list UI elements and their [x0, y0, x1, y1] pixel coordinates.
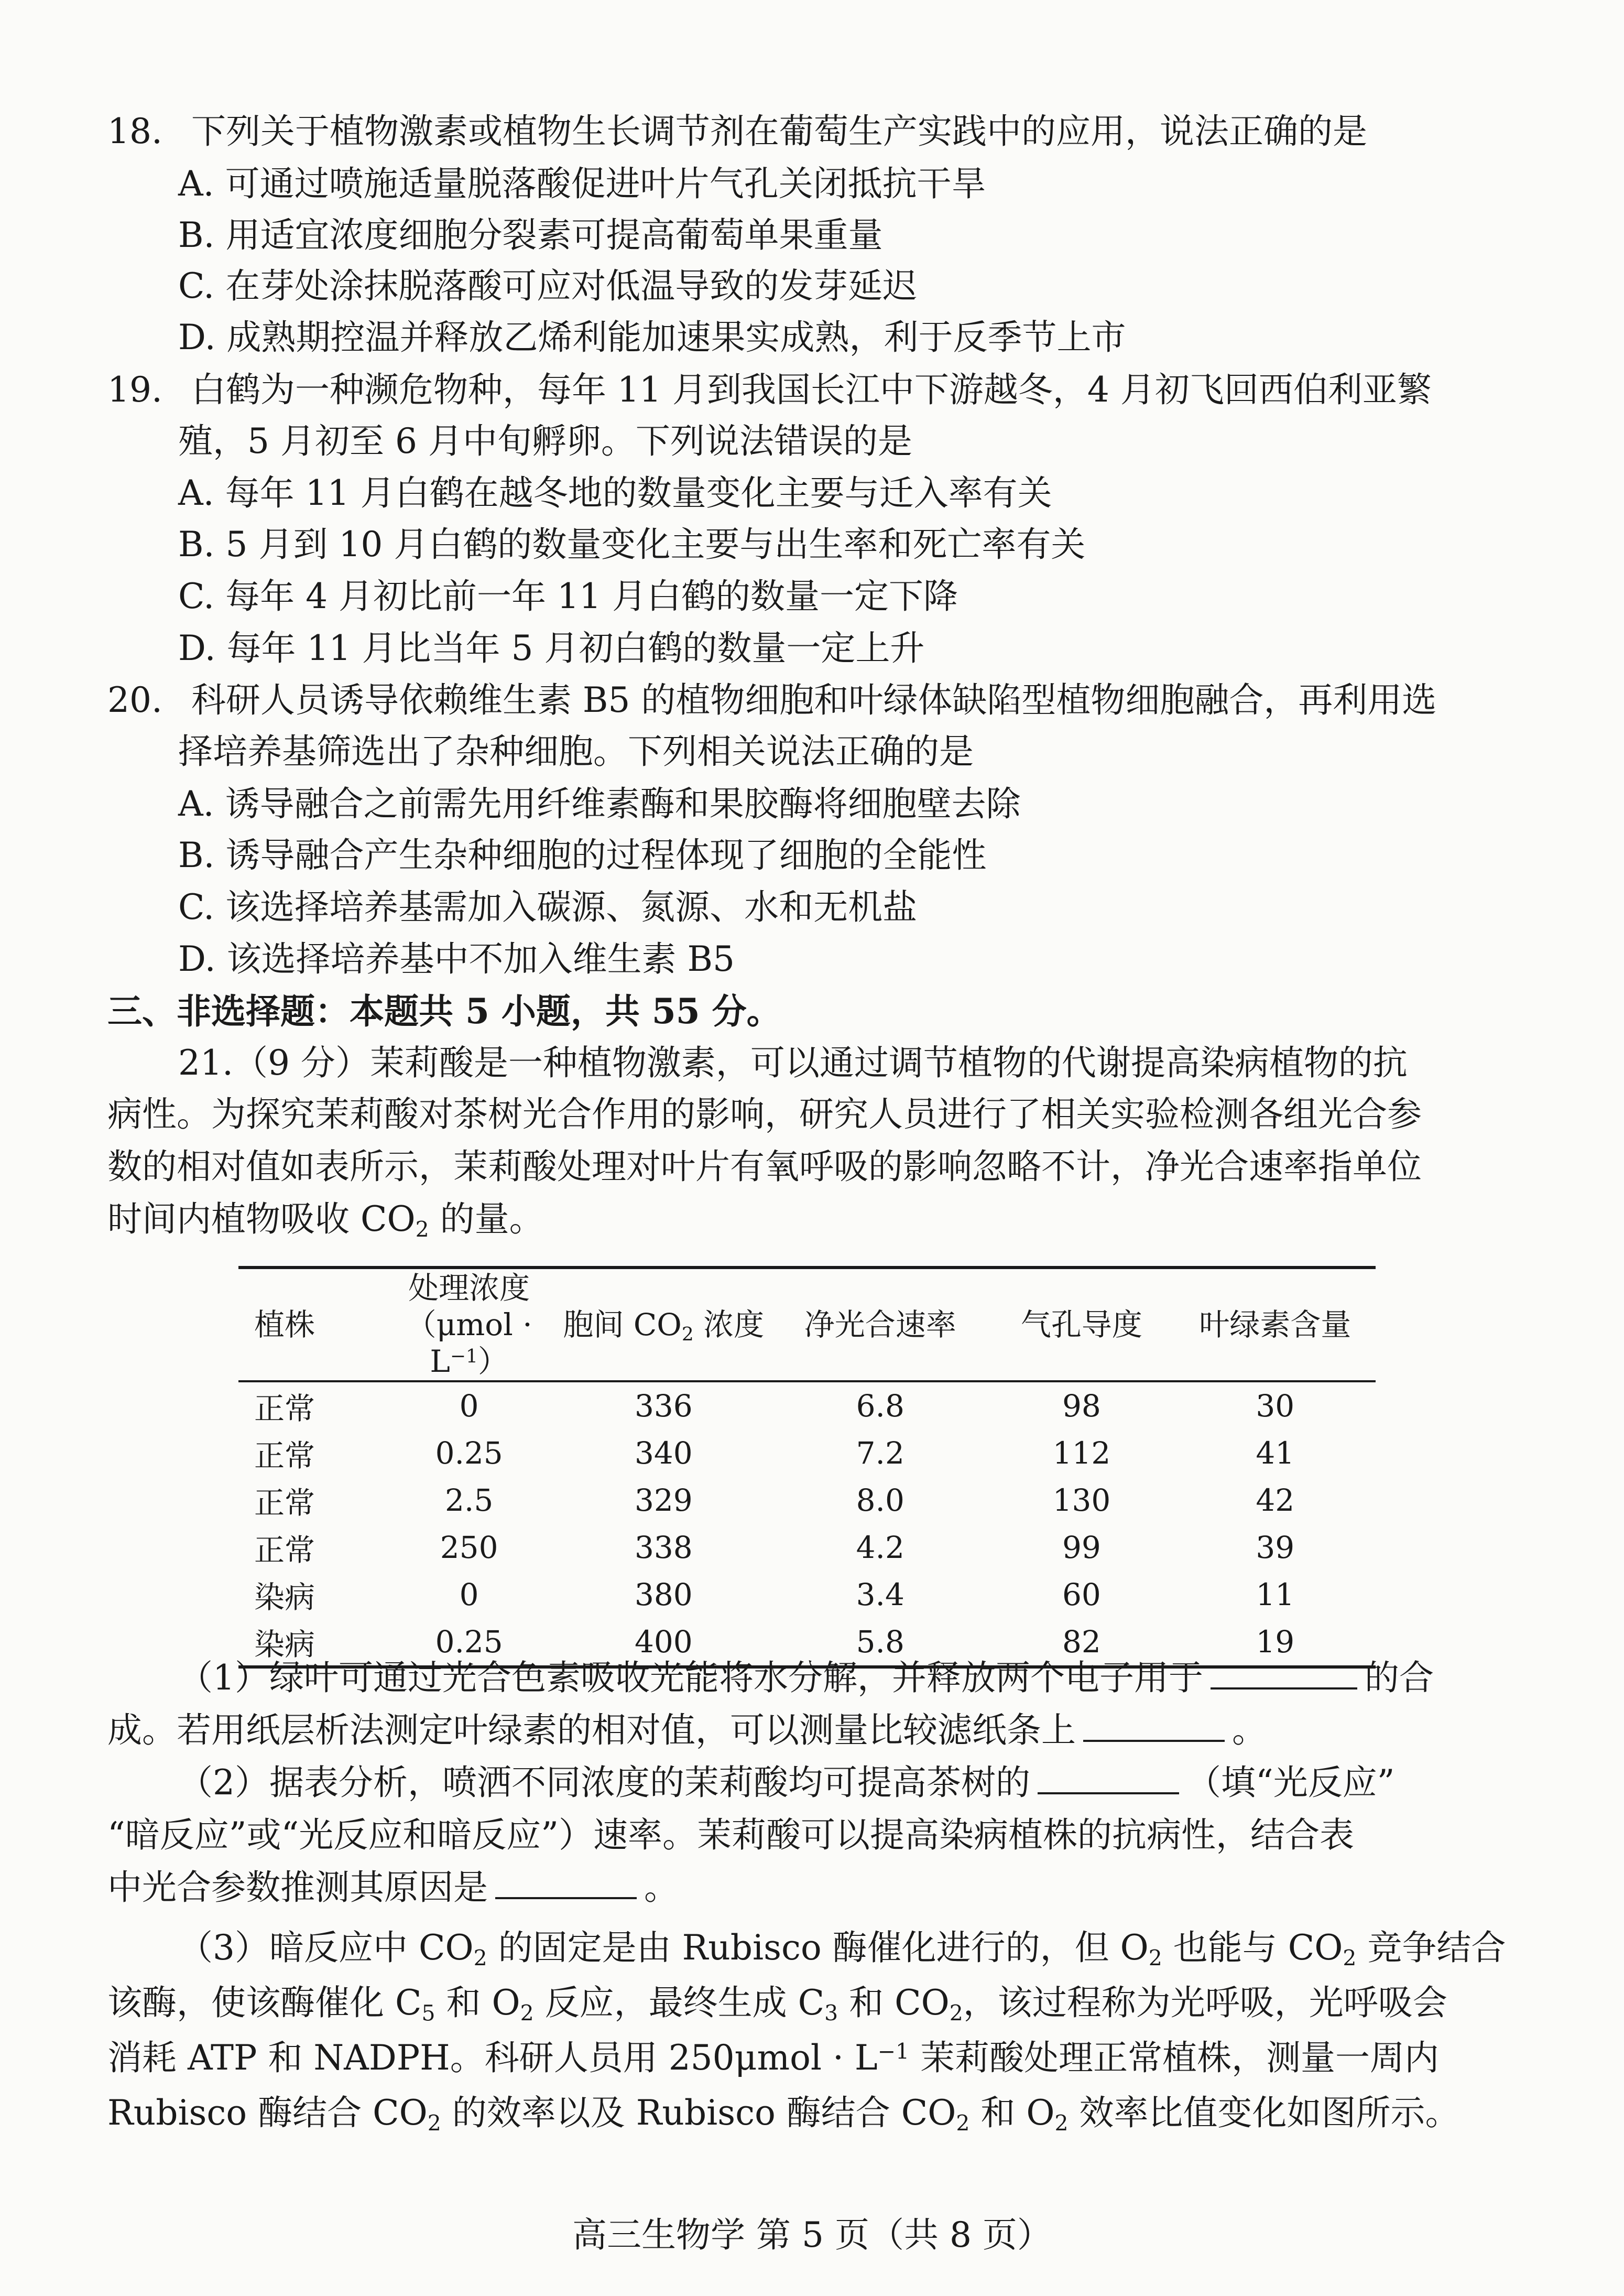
answer-blank-2[interactable] — [1083, 1708, 1225, 1742]
col-header-net-rate: 净光合速率 — [772, 1268, 988, 1381]
cell-co2: 400 — [634, 1624, 693, 1660]
q18-option-b: B. 用适宜浓度细胞分裂素可提高葡萄单果重量 — [178, 215, 883, 255]
photosynthesis-data-table — [238, 1266, 1376, 1669]
cell-stomata: 130 — [1052, 1482, 1111, 1518]
cell-chlorophyll: 42 — [1256, 1482, 1295, 1518]
q21-part2-line2: “暗反应”或“光反应和暗反应”）速率。茉莉酸可以提高染病植株的抗病性，结合表 — [107, 1815, 1354, 1855]
cell-concentration: 0 — [459, 1388, 479, 1424]
q19-number: 19. — [107, 370, 162, 410]
cell-chlorophyll: 41 — [1256, 1435, 1295, 1471]
cell-plant: 染病 — [254, 1579, 315, 1615]
cell-plant: 染病 — [254, 1627, 315, 1662]
table-row — [238, 1429, 1376, 1477]
cell-stomata: 112 — [1052, 1435, 1111, 1471]
q20-option-a: A. 诱导融合之前需先用纤维素酶和果胶酶将细胞壁去除 — [178, 784, 1021, 824]
q19-stem-line1 — [107, 366, 1432, 414]
table-header-row — [238, 1268, 1376, 1381]
col-header-co2: 胞间 $CO_2$ 浓度 — [555, 1268, 772, 1381]
q19-option-b: B. 5 月到 10 月白鹤的数量变化主要与出生率和死亡率有关 — [178, 524, 1086, 565]
q21-part2-line3: 中光合参数推测其原因是 。 — [107, 1864, 679, 1912]
q19-stem-line2: 殖，5 月初至 6 月中旬孵卵。下列说法错误的是 — [178, 421, 912, 461]
q18-number: 18. — [107, 111, 162, 151]
q21-intro-line4: 时间内植物吸收 $CO_2$ 的量。 — [107, 1199, 544, 1242]
q21-part1-line1: （1）绿叶可通过光合色素吸收光能将水分解，并释放两个电子用于 的合 — [178, 1654, 1434, 1702]
cell-co2: 338 — [634, 1530, 693, 1565]
q20-option-d: D. 该选择培养基中不加入维生素 B5 — [178, 939, 735, 979]
q20-number: 20. — [107, 680, 162, 720]
cell-plant: 正常 — [254, 1485, 315, 1521]
table-row — [238, 1571, 1376, 1618]
cell-concentration: 0.25 — [435, 1435, 503, 1471]
q20-stem-line2: 择培养基筛选出了杂种细胞。下列相关说法正确的是 — [178, 731, 974, 772]
q19-stem-text1: 白鹤为一种濒危物种，每年 11 月到我国长江中下游越冬，4 月初飞回西伯利亚繁 — [191, 370, 1432, 410]
cell-net-rate: 5.8 — [856, 1624, 904, 1660]
answer-blank-4[interactable] — [495, 1866, 637, 1899]
cell-chlorophyll: 11 — [1256, 1577, 1295, 1612]
cell-net-rate: 4.2 — [856, 1530, 904, 1565]
cell-co2: 380 — [634, 1577, 693, 1612]
q21-part1-line2: 成。若用纸层析法测定叶绿素的相对值，可以测量比较滤纸条上 。 — [107, 1706, 1267, 1755]
q21-part3-line2: 该酶，使该酶催化 $C_5$ 和 $O_2$ 反应，最终生成 $C_3$ 和 $CO_2$，该过程称为光呼吸，光呼吸会 — [107, 1983, 1447, 2026]
col-header-stomata: 气孔导度 — [988, 1268, 1174, 1381]
q19-option-d: D. 每年 11 月比当年 5 月初白鹤的数量一定上升 — [178, 628, 925, 668]
cell-concentration: 2.5 — [445, 1482, 494, 1518]
cell-concentration: 250 — [440, 1530, 498, 1565]
cell-net-rate: 8.0 — [856, 1482, 904, 1518]
q18-option-d: D. 成熟期控温并释放乙烯利能加速果实成熟，利于反季节上市 — [178, 317, 1126, 358]
cell-stomata: 82 — [1062, 1624, 1101, 1660]
q19-option-a: A. 每年 11 月白鹤在越冬地的数量变化主要与迁入率有关 — [178, 473, 1052, 513]
cell-plant: 正常 — [254, 1438, 315, 1474]
q21-part2-line1: （2）据表分析，喷洒不同浓度的茉莉酸均可提高茶树的 （填“光反应” — [178, 1759, 1394, 1807]
table-row — [238, 1381, 1376, 1429]
page-footer: 高三生物学 第 5 页（共 8 页） — [572, 2215, 1052, 2255]
q21-intro-line2: 病性。为探究茉莉酸对茶树光合作用的影响，研究人员进行了相关实验检测各组光合参 — [107, 1094, 1422, 1134]
q20-stem-text1: 科研人员诱导依赖维生素 B5 的植物细胞和叶绿体缺陷型植物细胞融合，再利用选 — [191, 680, 1437, 720]
q21-part3-line3: 消耗 ATP 和 NADPH。科研人员用 $250\mu mol \cdot L^{-1}$ 茉莉酸处理正常植株，测量一周内 — [107, 2038, 1440, 2078]
cell-concentration: 0.25 — [435, 1624, 503, 1660]
cell-chlorophyll: 39 — [1256, 1530, 1295, 1565]
q18-stem-text: 下列关于植物激素或植物生长调节剂在葡萄生产实践中的应用，说法正确的是 — [191, 111, 1367, 151]
cell-concentration: 0 — [459, 1577, 479, 1612]
cell-stomata: 98 — [1062, 1388, 1101, 1424]
cell-net-rate: 7.2 — [856, 1435, 904, 1471]
answer-blank-3[interactable] — [1038, 1761, 1179, 1794]
q18-stem — [107, 107, 1367, 156]
cell-stomata: 99 — [1062, 1530, 1101, 1565]
col-header-plant: 植株 — [238, 1268, 383, 1381]
q18-option-a: A. 可通过喷施适量脱落酸促进叶片气孔关闭抵抗干旱 — [178, 164, 986, 204]
q21-part3-line1: （3）暗反应中 $CO_2$ 的固定是由 Rubisco 酶催化进行的，但 $O_2$ 也能与 $CO_2$ 竞争结合 — [178, 1927, 1506, 1971]
q20-option-b: B. 诱导融合产生杂种细胞的过程体现了细胞的全能性 — [178, 835, 987, 875]
cell-co2: 340 — [634, 1435, 693, 1471]
cell-stomata: 60 — [1062, 1577, 1101, 1612]
q20-option-c: C. 该选择培养基需加入碳源、氮源、水和无机盐 — [178, 887, 918, 927]
q21-part3-line4: Rubisco 酶结合 $CO_2$ 的效率以及 Rubisco 酶结合 $CO_2$ 和 $O_2$ 效率比值变化如图所示。 — [107, 2093, 1460, 2136]
cell-plant: 正常 — [254, 1532, 315, 1568]
q21-intro-line3: 数的相对值如表所示，茉莉酸处理对叶片有氧呼吸的影响忽略不计，净光合速率指单位 — [107, 1146, 1422, 1187]
cell-net-rate: 3.4 — [856, 1577, 904, 1612]
answer-blank-1[interactable] — [1211, 1656, 1357, 1689]
cell-chlorophyll: 19 — [1256, 1624, 1295, 1660]
cell-net-rate: 6.8 — [856, 1388, 904, 1424]
q19-option-c: C. 每年 4 月初比前一年 11 月白鹤的数量一定下降 — [178, 576, 958, 616]
col-header-chlorophyll: 叶绿素含量 — [1175, 1268, 1376, 1381]
table-row — [238, 1477, 1376, 1524]
section-3-heading: 三、非选择题：本题共 5 小题，共 55 分。 — [107, 991, 781, 1032]
cell-chlorophyll: 30 — [1256, 1388, 1295, 1424]
cell-co2: 329 — [634, 1482, 693, 1518]
cell-co2: 336 — [634, 1388, 693, 1424]
q21-intro-line1: 21.（9 分）茉莉酸是一种植物激素，可以通过调节植物的代谢提高染病植物的抗 — [178, 1043, 1408, 1083]
cell-plant: 正常 — [254, 1391, 315, 1426]
table-row — [238, 1524, 1376, 1571]
col-header-concentration: 处理浓度 $(\mu mol \cdot L^{-1})$ — [383, 1268, 555, 1381]
q18-option-c: C. 在芽处涂抹脱落酸可应对低温导致的发芽延迟 — [178, 266, 918, 306]
q20-stem-line1 — [107, 676, 1436, 724]
